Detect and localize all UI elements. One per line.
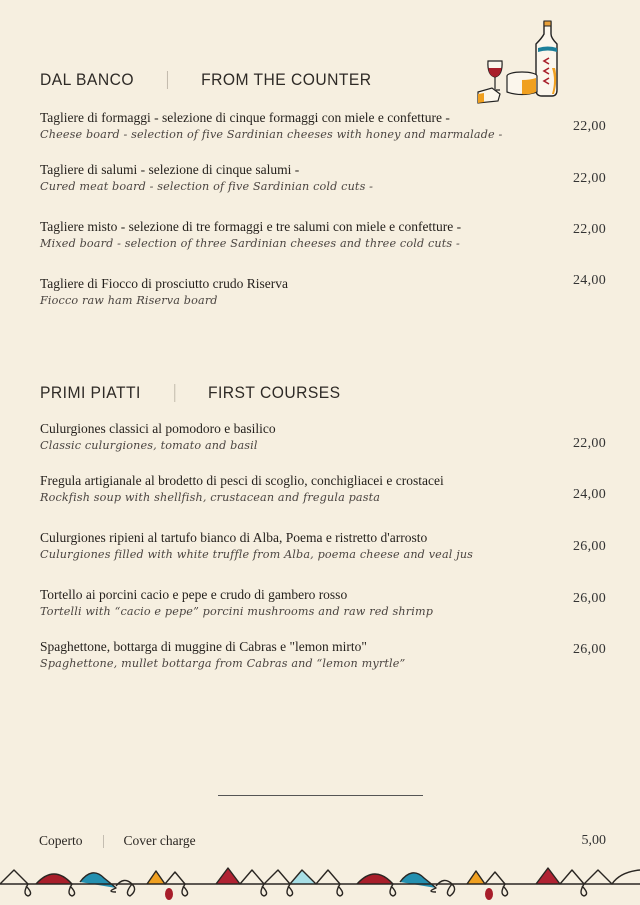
item-name-en: Cheese board - selection of five Sardinian cheeses with honey and marmalade - xyxy=(40,128,503,141)
item-name-en: Culurgiones filled with white truffle from Alba, poema cheese and veal jus xyxy=(40,548,474,561)
section-title-en: FIRST COURSES xyxy=(207,383,341,402)
wine-cheese-illustration-icon xyxy=(474,18,574,108)
item-name-it: Tagliere di salumi - selezione di cinque salumi - xyxy=(40,162,300,177)
item-price: 24,00 xyxy=(573,487,606,502)
section-title-primi-piatti xyxy=(40,383,341,403)
item-name-it: Tortello ai porcini cacio e pepe e crudo di gambero rosso xyxy=(40,587,348,602)
item-name-it: Tagliere misto - selezione di tre formaggi e tre salumi con miele e confetture - xyxy=(40,219,462,234)
item-price: 24,00 xyxy=(573,273,606,288)
item-name-it: Spaghettone, bottarga di muggine di Cabras e "lemon mirto" xyxy=(40,639,367,654)
item-name-en: Rockfish soup with shellfish, crustacean and fregula pasta xyxy=(40,491,381,504)
menu-item xyxy=(40,219,520,252)
item-price: 26,00 xyxy=(573,539,606,554)
menu-item xyxy=(40,276,520,309)
menu-item xyxy=(40,530,520,563)
item-price: 22,00 xyxy=(573,436,606,451)
bunting-garland-icon xyxy=(0,862,640,905)
divider xyxy=(218,795,423,796)
menu-item xyxy=(40,473,520,506)
footer-separator xyxy=(103,835,104,848)
section-title-it: PRIMI PIATTI xyxy=(40,383,141,402)
menu-item xyxy=(40,162,520,195)
item-name-it: Tagliere di formaggi - selezione di cinque formaggi con miele e confetture - xyxy=(40,110,450,125)
item-price: 22,00 xyxy=(573,119,606,134)
item-name-en: Fiocco raw ham Riserva board xyxy=(40,294,218,307)
section-title-en: FROM THE COUNTER xyxy=(201,70,372,89)
menu-item xyxy=(40,421,520,454)
item-name-en: Spaghettone, mullet bottarga from Cabras and “lemon myrtle” xyxy=(40,657,406,670)
item-price: 26,00 xyxy=(573,642,606,657)
item-price: 26,00 xyxy=(573,591,606,606)
cover-charge-label-it: Coperto xyxy=(39,833,83,848)
cover-charge-label-en: Cover charge xyxy=(123,833,196,848)
item-name-en: Tortelli with “cacio e pepe” porcini mushrooms and raw red shrimp xyxy=(40,605,434,618)
menu-item xyxy=(40,639,520,672)
item-price: 22,00 xyxy=(573,222,606,237)
item-name-en: Classic culurgiones, tomato and basil xyxy=(40,439,258,452)
section-title-dal-banco xyxy=(40,70,372,90)
item-name-it: Culurgiones classici al pomodoro e basilico xyxy=(40,421,276,436)
title-separator xyxy=(167,71,168,89)
cover-charge-row xyxy=(39,833,196,849)
item-name-it: Fregula artigianale al brodetto di pesci di scoglio, conchigliacei e crostacei xyxy=(40,473,444,488)
item-name-en: Mixed board - selection of three Sardinian cheeses and three cold cuts - xyxy=(40,237,460,250)
section-title-it: DAL BANCO xyxy=(40,70,134,89)
cover-charge-price: 5,00 xyxy=(581,833,606,848)
item-name-en: Cured meat board - selection of five Sardinian cold cuts - xyxy=(40,180,374,193)
menu-item xyxy=(40,110,520,143)
item-name-it: Culurgiones ripieni al tartufo bianco di Alba, Poema e ristretto d'arrosto xyxy=(40,530,428,545)
title-separator xyxy=(174,384,175,402)
menu-item xyxy=(40,587,520,620)
item-price: 22,00 xyxy=(573,171,606,186)
item-name-it: Tagliere di Fiocco di prosciutto crudo Riserva xyxy=(40,276,288,291)
